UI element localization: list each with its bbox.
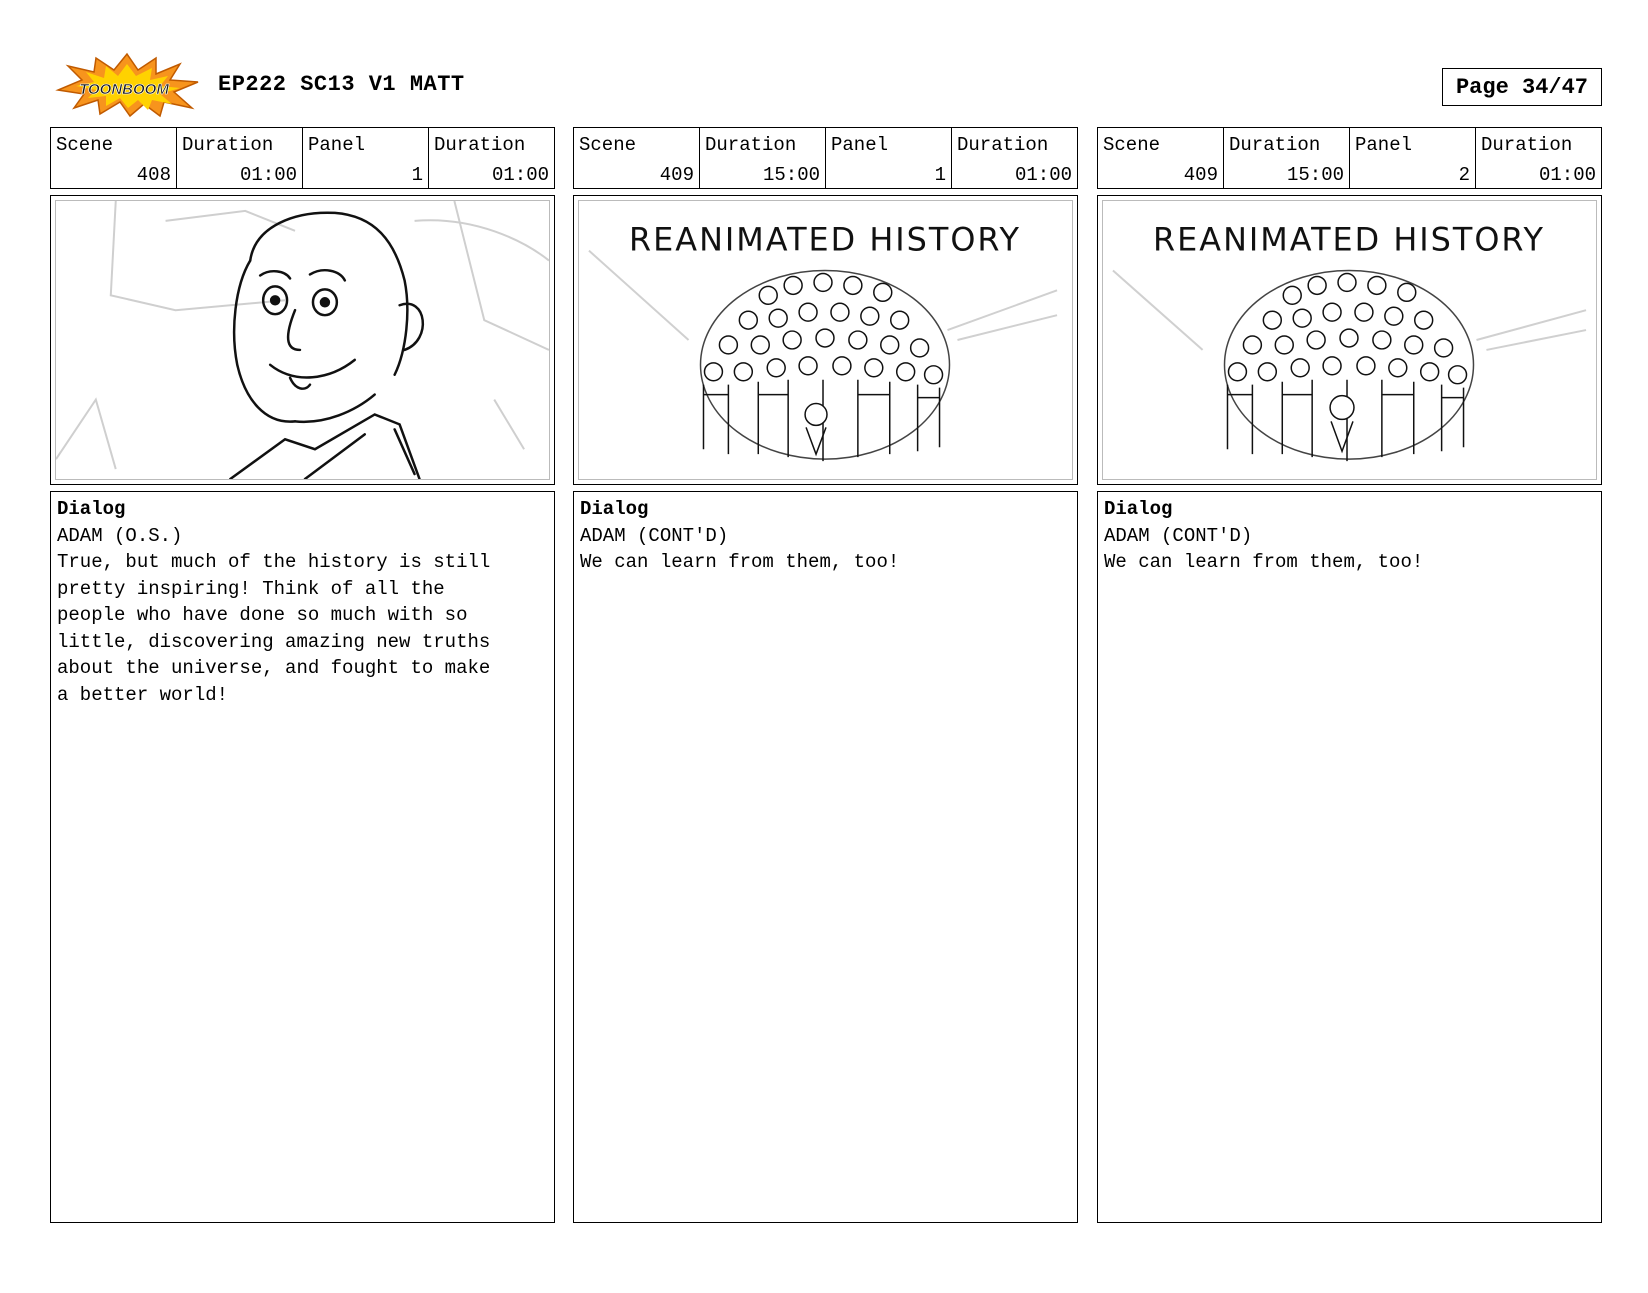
page-indicator: Page 34/47 bbox=[1442, 68, 1602, 106]
scene-duration-value: 15:00 bbox=[1286, 164, 1344, 186]
panel-cell bbox=[1350, 128, 1476, 188]
dialog-line: people who have done so much with so bbox=[57, 604, 468, 626]
duration-label: Duration bbox=[434, 134, 526, 156]
storyboard-sketch-crowd bbox=[1102, 200, 1597, 480]
title-card-text: REANIMATED HISTORY bbox=[629, 220, 1021, 259]
scene-value: 409 bbox=[659, 164, 694, 186]
panel-label: Panel bbox=[308, 134, 366, 156]
panel-value: 1 bbox=[411, 164, 423, 186]
scene-duration-cell bbox=[1224, 128, 1350, 188]
scene-value: 409 bbox=[1183, 164, 1218, 186]
dialog-line: little, discovering amazing new truths bbox=[57, 630, 491, 653]
panel-info-table bbox=[50, 127, 555, 189]
storyboard-image-frame bbox=[1097, 195, 1602, 485]
panel-cell bbox=[826, 128, 952, 188]
panel-column-3 bbox=[1097, 127, 1602, 1223]
dialog-line: ADAM (CONT'D) bbox=[580, 524, 729, 547]
dialog-line: We can learn from them, too! bbox=[580, 551, 900, 573]
dialog-line: a better world! bbox=[57, 683, 229, 706]
panel-info-table bbox=[1097, 127, 1602, 189]
duration-label: Duration bbox=[182, 134, 274, 156]
logo-wordmark: TOONBOOM bbox=[79, 81, 169, 98]
scene-cell bbox=[1098, 128, 1224, 188]
dialog-line: True, but much of the history is still bbox=[57, 551, 491, 573]
scene-value: 408 bbox=[136, 164, 171, 186]
dialog-heading: Dialog bbox=[57, 498, 126, 520]
duration-label: Duration bbox=[1229, 134, 1321, 156]
panel-value: 1 bbox=[934, 164, 946, 186]
panel-label: Panel bbox=[1355, 134, 1413, 156]
panel-duration-cell bbox=[952, 128, 1077, 188]
dialog-box bbox=[573, 491, 1078, 1223]
document-title: EP222 SC13 V1 MATT bbox=[218, 72, 465, 97]
dialog-heading: Dialog bbox=[1104, 498, 1173, 520]
dialog-line: We can learn from them, too! bbox=[1104, 551, 1424, 573]
panel-info-table bbox=[573, 127, 1078, 189]
dialog-box bbox=[50, 491, 555, 1223]
panel-duration-value: 01:00 bbox=[1014, 164, 1072, 186]
dialog-box bbox=[1097, 491, 1602, 1223]
panel-duration-value: 01:00 bbox=[491, 164, 549, 186]
scene-duration-cell bbox=[177, 128, 303, 188]
panel-column-2 bbox=[573, 127, 1078, 1223]
panel-duration-cell bbox=[429, 128, 554, 188]
storyboard-sketch-crowd bbox=[578, 200, 1073, 480]
duration-label: Duration bbox=[705, 134, 797, 156]
panel-duration-cell bbox=[1476, 128, 1601, 188]
panel-label: Panel bbox=[831, 134, 889, 156]
duration-label: Duration bbox=[957, 134, 1049, 156]
scene-label: Scene bbox=[1103, 134, 1161, 156]
title-card-text: REANIMATED HISTORY bbox=[1153, 220, 1545, 259]
storyboard-image-frame bbox=[573, 195, 1078, 485]
panel-cell bbox=[303, 128, 429, 188]
storyboard-sketch-man-portrait bbox=[55, 200, 550, 480]
scene-cell bbox=[51, 128, 177, 188]
storyboard-image-frame bbox=[50, 195, 555, 485]
scene-label: Scene bbox=[579, 134, 637, 156]
panel-value: 2 bbox=[1458, 164, 1470, 186]
panel-column-1 bbox=[50, 127, 555, 1223]
dialog-heading: Dialog bbox=[580, 498, 649, 520]
duration-label: Duration bbox=[1481, 134, 1573, 156]
panel-duration-value: 01:00 bbox=[1538, 164, 1596, 186]
scene-duration-cell bbox=[700, 128, 826, 188]
dialog-line: about the universe, and fought to make bbox=[57, 657, 491, 679]
dialog-line: pretty inspiring! Think of all the bbox=[57, 577, 445, 600]
toonboom-logo bbox=[52, 52, 202, 118]
scene-label: Scene bbox=[56, 134, 114, 156]
dialog-line: ADAM (O.S.) bbox=[57, 524, 183, 547]
dialog-line: ADAM (CONT'D) bbox=[1104, 524, 1253, 547]
scene-duration-value: 01:00 bbox=[239, 164, 297, 186]
scene-duration-value: 15:00 bbox=[762, 164, 820, 186]
scene-cell bbox=[574, 128, 700, 188]
